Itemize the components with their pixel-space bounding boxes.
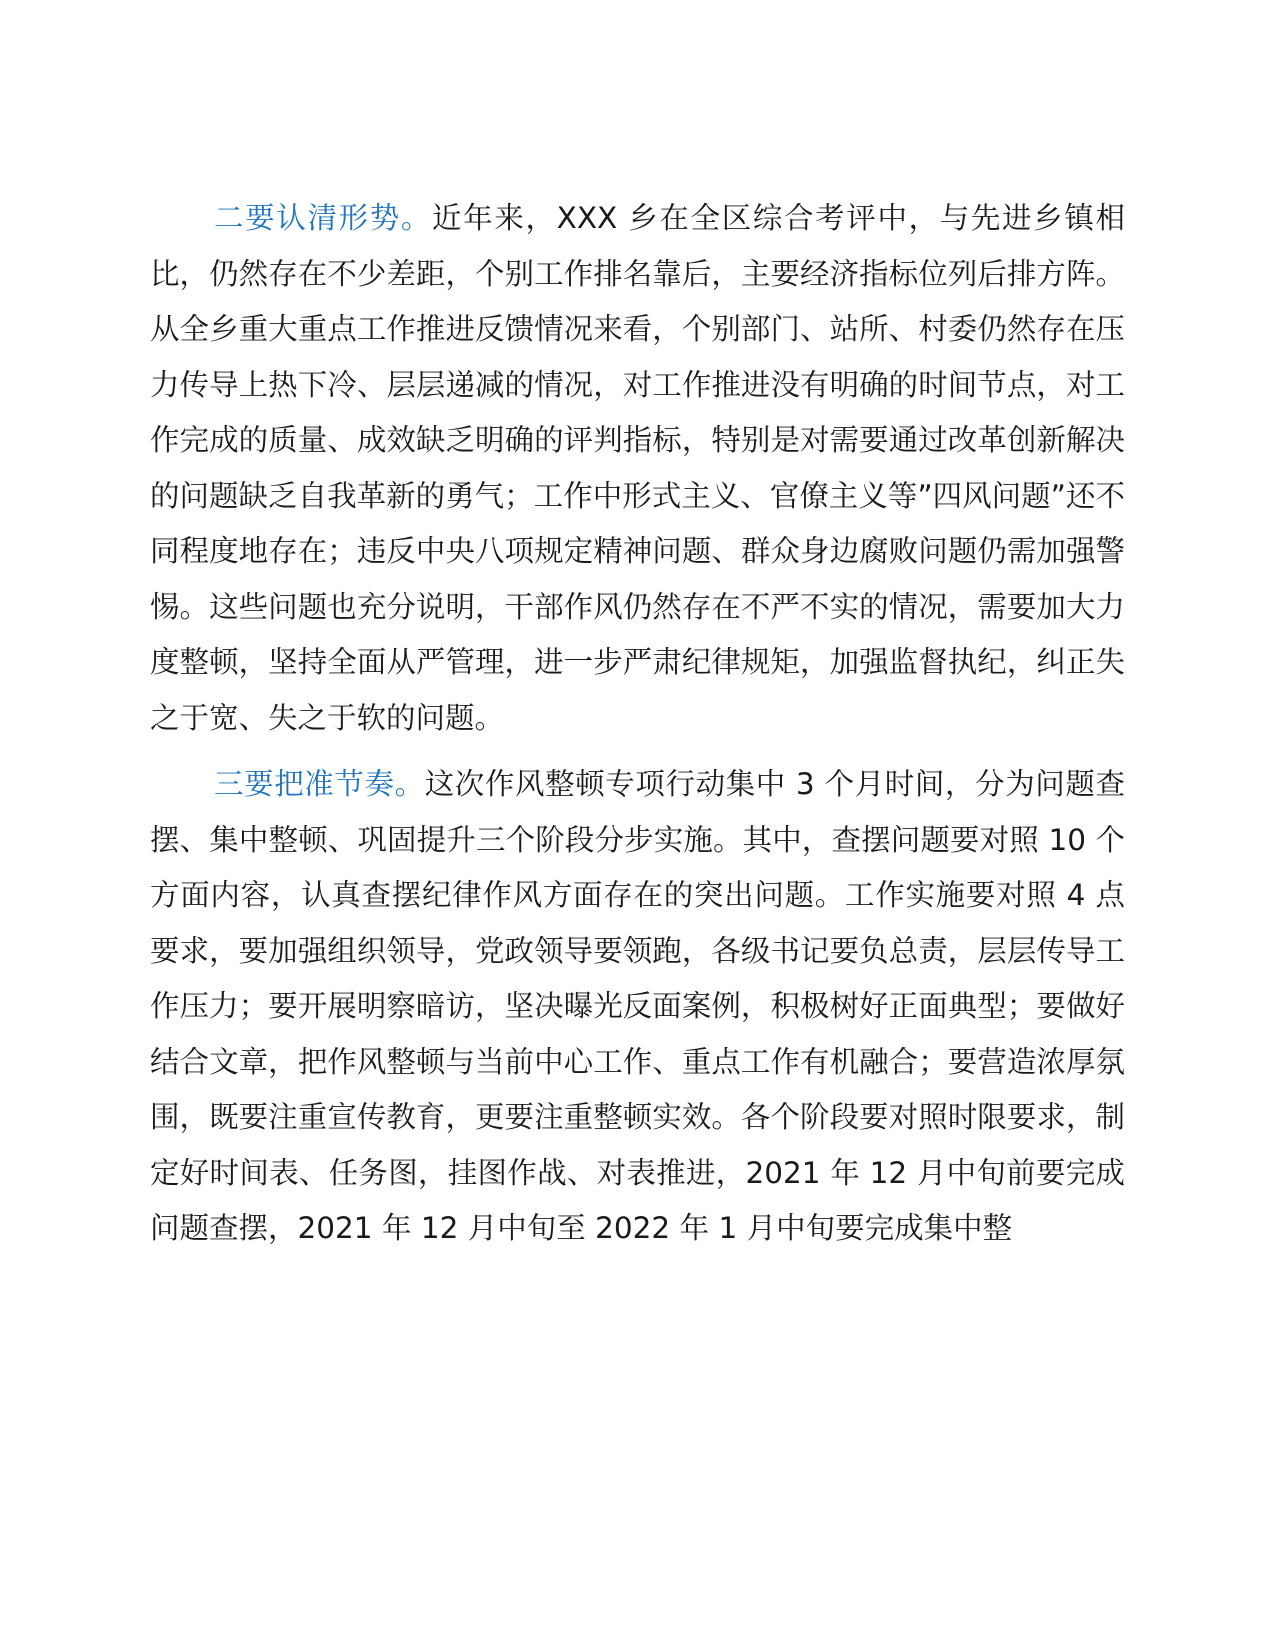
paragraph-heading: 三要把准节奏。 (214, 767, 425, 801)
paragraph-rhythm (150, 757, 1125, 1257)
paragraph-text: 近年来，XXX 乡在全区综合考评中，与先进乡镇相比，仍然存在不少差距，个别工作排名靠后，主要经济指标位列后排方阵。从全乡重大重点工作推进反馈情况来看，个别部门、站所、村委仍然存在压力传导上热下冷、层层递减的情况，对工作推进没有明确的时间节点，对工作完成的质量、成效缺乏明确的评判指标，特别是对需要通过改革创新解决的问题缺乏自我革新的勇气；工作中形式主义、官僚主义等”四风问题”还不同程度地存在；违反中央八项规定精神问题、群众身边腐败问题仍需加强警惕。这些问题也充分说明，干部作风仍然存在不严不实的情况，需要加大力度整顿，坚持全面从严管理，进一步严肃纪律规矩，加强监督执纪，纠正失之于宽、失之于软的问题。 (150, 201, 1125, 735)
paragraph-text: 这次作风整顿专项行动集中 3 个月时间，分为问题查摆、集中整顿、巩固提升三个阶段分步实施。其中，查摆问题要对照 10 个方面内容，认真查摆纪律作风方面存在的突出问题。工作实施要对照 4 点要求，要加强组织领导，党政领导要领跑，各级书记要负总责，层层传导工作压力；要开展明察暗访，坚决曝光反面案例，积极树好正面典型；要做好结合文章，把作风整顿与当前中心工作、重点工作有机融合；要营造浓厚氛围，既要注重宣传教育，更要注重整顿实效。各个阶段要对照时限要求，制定好时间表、任务图，挂图作战、对表推进，2021 年 12 月中旬前要完成问题查摆，2021 年 12 月中旬至 2022 年 1 月中旬要完成集中整 (150, 767, 1125, 1245)
paragraph-situation (150, 191, 1125, 746)
paragraph-heading: 二要认清形势。 (214, 201, 433, 235)
document-body (150, 191, 1125, 1257)
